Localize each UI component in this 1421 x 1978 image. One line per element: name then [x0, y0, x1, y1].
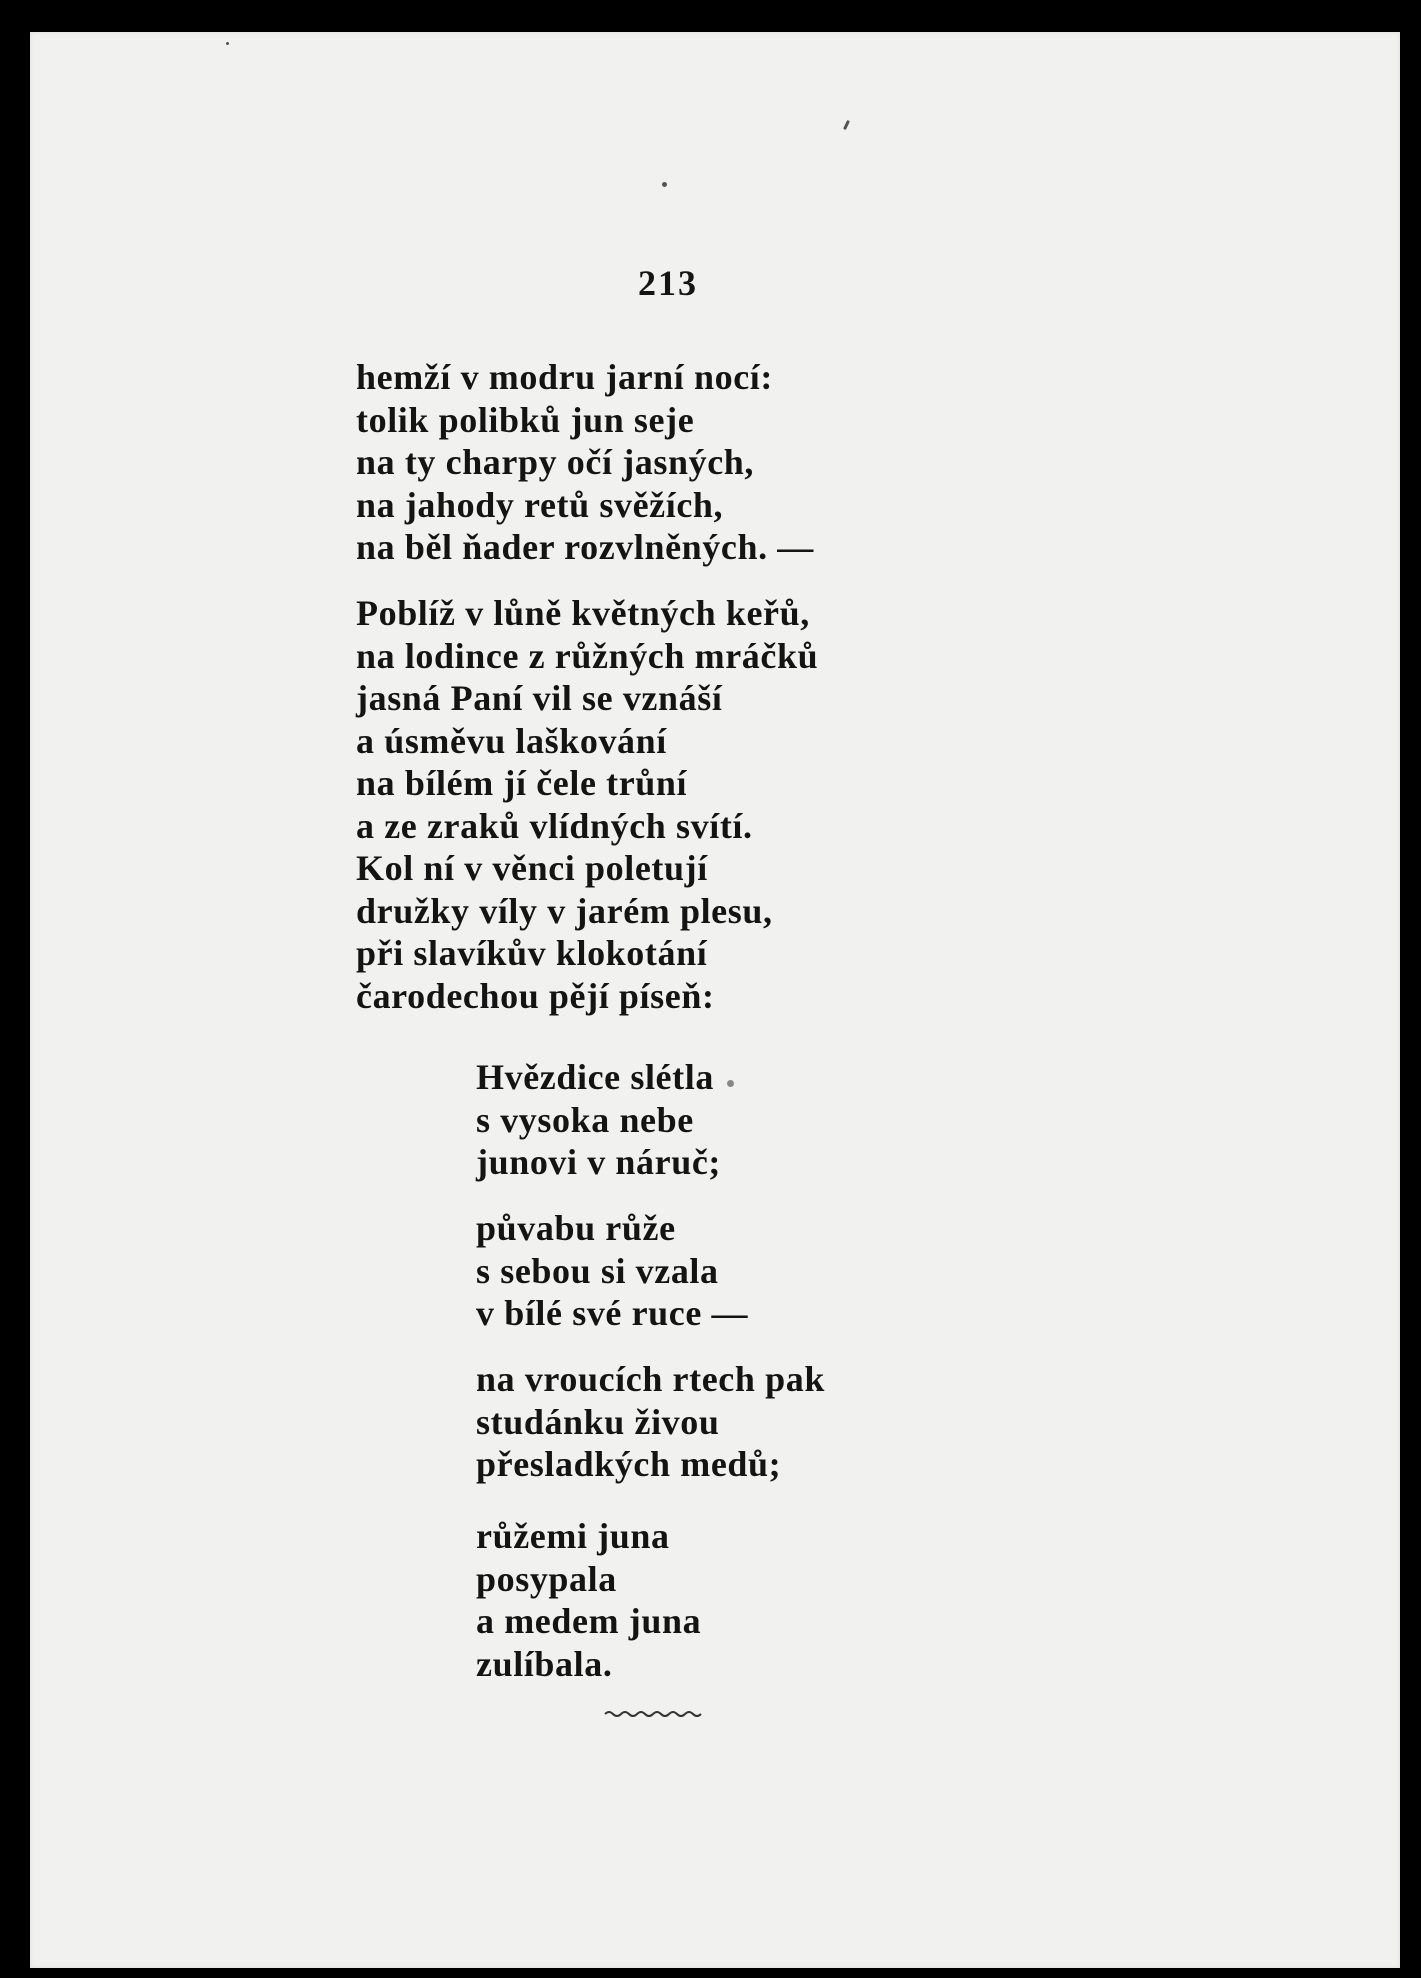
stanza-6 — [476, 1515, 701, 1685]
verse-line: zulíbala. — [476, 1643, 613, 1684]
end-ornament-icon — [603, 1708, 705, 1720]
book-page — [30, 32, 1400, 1968]
ink-speck — [843, 120, 850, 130]
verse-line: a úsměvu laškování — [356, 720, 667, 761]
verse-line: Kol ní v věnci poletují — [356, 848, 708, 888]
ink-speck — [727, 1080, 734, 1087]
verse-line: na vroucích rtech pak — [476, 1359, 825, 1399]
verse-line: a ze zraků vlídných svítí. — [356, 805, 753, 846]
verse-line: Hvězdice slétla — [476, 1057, 714, 1097]
verse-line: půvabu růže — [476, 1208, 676, 1248]
verse-line: na lodince z růžných mráčků — [356, 635, 819, 676]
verse-line: s vysoka nebe — [476, 1099, 694, 1140]
stanza-2 — [356, 592, 818, 1017]
verse-line: Poblíž v lůně květných keřů, — [356, 593, 810, 633]
verse-line: jasná Paní vil se vznáší — [356, 678, 723, 718]
verse-line: družky víly v jarém plesu, — [356, 890, 773, 931]
verse-line: studánku živou — [476, 1401, 720, 1442]
verse-line: posypala — [476, 1558, 617, 1599]
verse-line: růžemi juna — [476, 1516, 670, 1556]
stanza-5 — [476, 1358, 825, 1486]
stanza-4 — [476, 1207, 748, 1335]
verse-line: na běl ňader rozvlněných. — — [356, 527, 814, 567]
verse-line: v bílé své ruce — — [476, 1293, 749, 1333]
stanza-1 — [356, 356, 814, 569]
verse-line: na jahody retů svěžích, — [356, 484, 724, 525]
verse-line: tolik polibků jun seje — [356, 399, 695, 440]
verse-line: a medem juna — [476, 1601, 702, 1641]
ink-speck — [662, 182, 667, 187]
verse-line: s sebou si vzala — [476, 1250, 719, 1291]
verse-line: hemží v modru jarní nocí: — [356, 357, 773, 397]
verse-line: přesladkých medů; — [476, 1444, 782, 1484]
verse-line: při slavíkův klokotání — [356, 933, 708, 973]
verse-line: na ty charpy očí jasných, — [356, 442, 755, 482]
verse-line: junovi v náruč; — [476, 1142, 722, 1182]
ink-speck — [226, 42, 229, 45]
page-number: 213 — [638, 263, 698, 303]
stanza-3 — [476, 1056, 721, 1184]
verse-line: na bílém jí čele trůní — [356, 763, 688, 803]
verse-line: čarodechou pějí píseň: — [356, 975, 715, 1016]
